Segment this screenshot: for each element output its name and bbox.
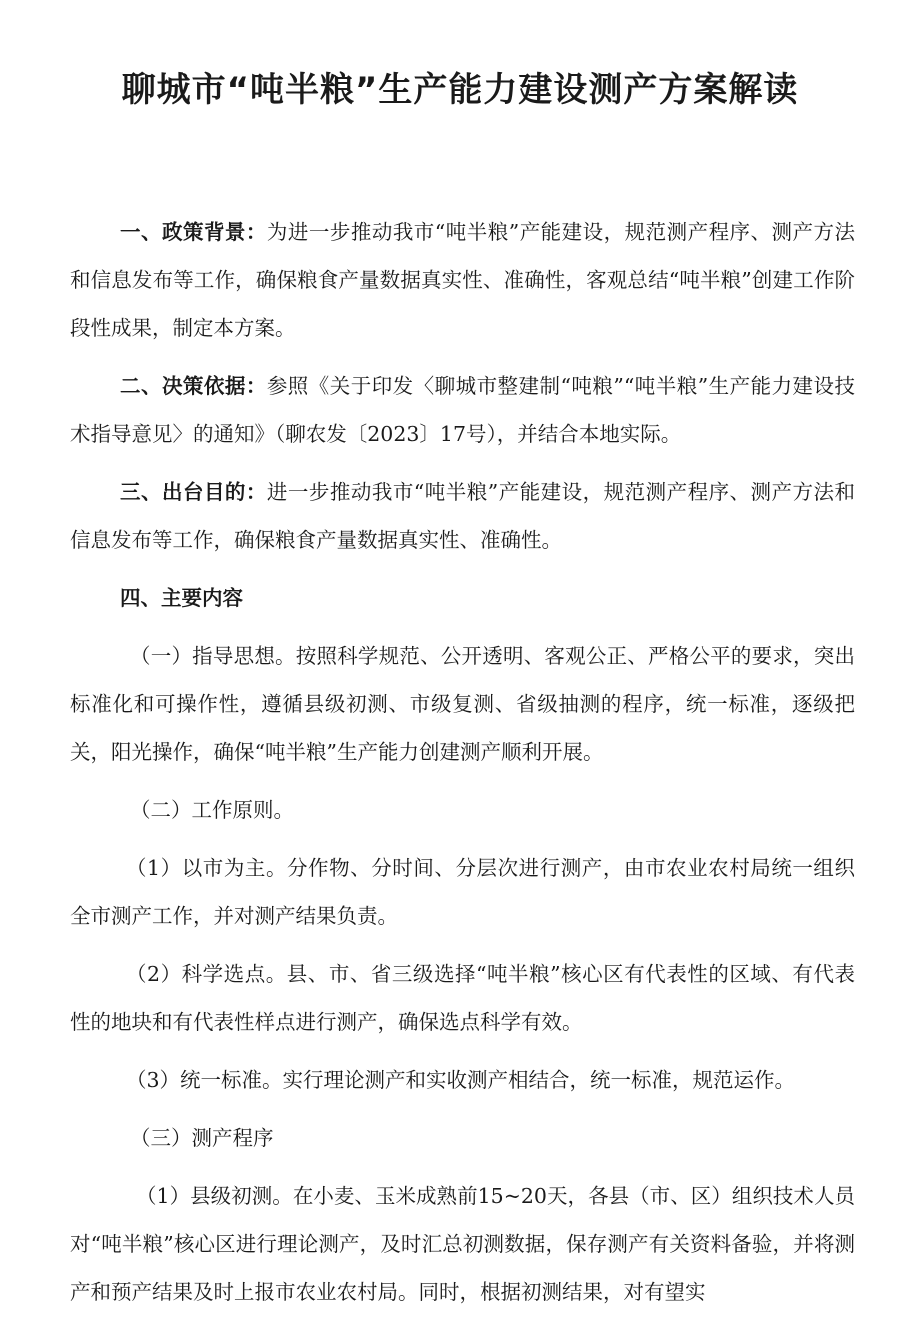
section-background: [70, 208, 855, 352]
paragraph-principle-3: （3）统一标准。实行理论测产和实收测产相结合，统一标准，规范运作。: [126, 1068, 796, 1092]
document-body: [70, 208, 855, 1326]
section-heading: 二、决策依据：: [120, 374, 267, 398]
paragraph-principle-1: （1）以市为主。分作物、分时间、分层次进行测产，由市农业农村局统一组织全市测产工作，并对测产结果负责。: [70, 856, 855, 928]
section-text: 进一步推动我市“吨半粮”产能建设，规范测产程序、测产方法和信息发布等工作，确保粮食产量数据真实性、准确性。: [70, 480, 855, 552]
section-purpose: [70, 468, 855, 564]
section-text: 参照《关于印发〈聊城市整建制“吨粮”“吨半粮”生产能力建设技术指导意见〉的通知》（聊农发〔2023〕17号），并结合本地实际。: [70, 374, 856, 446]
section-heading: 四、主要内容: [120, 586, 243, 610]
paragraph-procedure-1: （1）县级初测。在小麦、玉米成熟前15~20天，各县（市、区）组织技术人员对“吨半粮”核心区进行理论测产，及时汇总初测数据，保存测产有关资料备验，并将测产和预产结果及时上报市农业农村局。同时，根据初测结果，对有望实: [70, 1184, 855, 1304]
section-heading: 一、政策背景：: [120, 220, 267, 244]
section-basis: [70, 362, 855, 458]
section-content: [70, 574, 855, 622]
document-title: 聊城市“吨半粮”生产能力建设测产方案解读: [121, 70, 799, 110]
paragraph-procedure-heading: （三）测产程序: [130, 1126, 274, 1150]
section-heading: 三、出台目的：: [120, 480, 267, 504]
section-text: 为进一步推动我市“吨半粮”产能建设，规范测产程序、测产方法和信息发布等工作，确保粮食产量数据真实性、准确性，客观总结“吨半粮”创建工作阶段性成果，制定本方案。: [70, 220, 855, 340]
paragraph-guiding-thought: （一）指导思想。按照科学规范、公开透明、客观公正、严格公平的要求，突出标准化和可操作性，遵循县级初测、市级复测、省级抽测的程序，统一标准，逐级把关，阳光操作，确保“吨半粮”生产能力创建测产顺利开展。: [70, 644, 855, 764]
paragraph-principle-2: （2）科学选点。县、市、省三级选择“吨半粮”核心区有代表性的区域、有代表性的地块和有代表性样点进行测产，确保选点科学有效。: [70, 962, 855, 1034]
paragraph-principles-heading: （二）工作原则。: [130, 798, 294, 822]
